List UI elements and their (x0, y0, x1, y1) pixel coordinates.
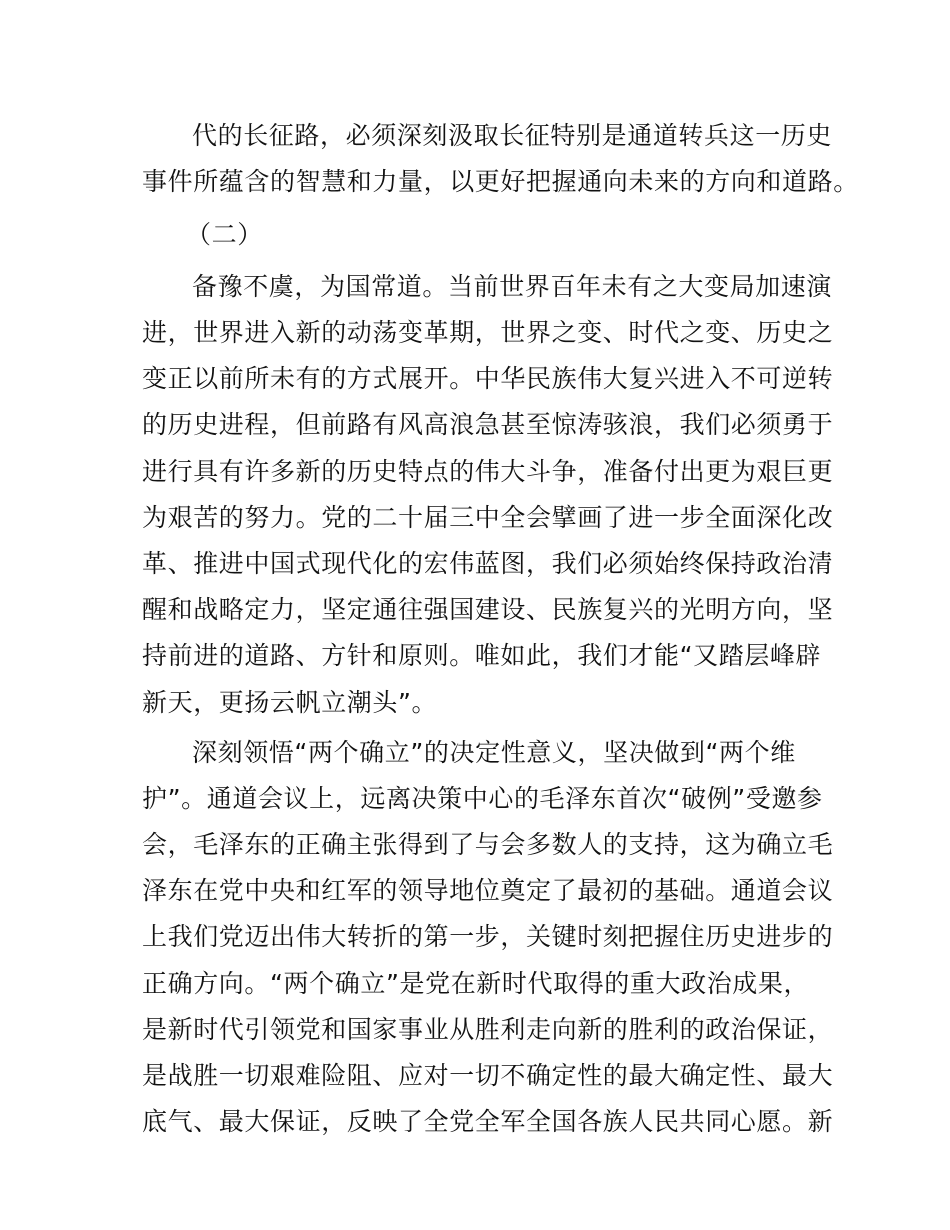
text-line: 泽东在党中央和红军的领导地位奠定了最初的基础。通道会议 (142, 876, 834, 905)
text-line: 正确方向。“两个确立”是党在新时代取得的重大政治成果， (142, 969, 810, 998)
text-line: 事件所蕴含的智慧和力量，以更好把握通向未来的方向和道路。 (142, 167, 859, 196)
text-line: 的历史进程，但前路有风高浪急甚至惊涛骇浪，我们必须勇于 (142, 410, 834, 439)
text-line: 新天，更扬云帆立潮头”。 (142, 688, 438, 717)
text-line: 会，毛泽东的正确主张得到了与会多数人的支持，这为确立毛 (142, 830, 834, 859)
text-line: 革、推进中国式现代化的宏伟蓝图，我们必须始终保持政治清 (142, 549, 834, 578)
text-line: 醒和战略定力，坚定通往强国建设、民族复兴的光明方向，坚 (142, 595, 834, 624)
text-line: 代的长征路，必须深刻汲取长征特别是通道转兵这一历史 (192, 121, 833, 150)
text-line: 是战胜一切艰难险阻、应对一切不确定性的最大确定性、最大 (142, 1061, 834, 1090)
text-line: 为艰苦的努力。党的二十届三中全会擘画了进一步全面深化改 (142, 503, 834, 532)
text-line: 持前进的道路、方针和原则。唯如此，我们才能“又踏层峰辟 (142, 641, 822, 670)
text-line: 进行具有许多新的历史特点的伟大斗争，准备付出更为艰巨更 (142, 457, 834, 486)
section-heading: （二） (186, 220, 263, 249)
text-line: 是新时代引领党和国家事业从胜利走向新的胜利的政治保证， (142, 1015, 834, 1044)
text-line: 底气、最大保证，反映了全党全军全国各族人民共同心愿。新 (142, 1107, 834, 1136)
text-line: 上我们党迈出伟大转折的第一步，关键时刻把握住历史进步的 (142, 922, 834, 951)
text-line: 备豫不虞，为国常道。当前世界百年未有之大变局加速演 (192, 272, 833, 301)
text-line: 护”。通道会议上，远离决策中心的毛泽东首次“破例”受邀参 (142, 784, 823, 813)
text-line: 深刻领悟“两个确立”的决定性意义，坚决做到“两个维 (192, 738, 796, 767)
text-line: 进，世界进入新的动荡变革期，世界之变、时代之变、历史之 (142, 318, 834, 347)
text-line: 变正以前所未有的方式展开。中华民族伟大复兴进入不可逆转 (142, 364, 834, 393)
